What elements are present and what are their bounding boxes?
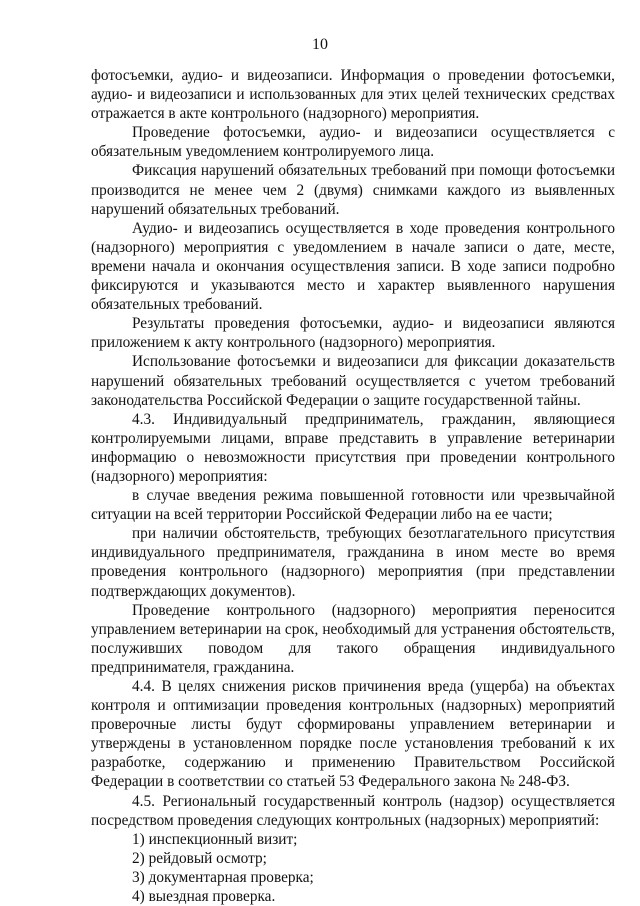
list-item: 4) выездная проверка. [132, 888, 276, 906]
body-text [91, 66, 615, 906]
paragraph-circumstances: при наличии обстоятельств, требующих безотлагательного присутствия индивидуального предпринимателя, гражданина в ином месте во время проведения контрольного (надзорного) мероприятия (при представлении подтверждающих документов). [91, 525, 615, 600]
paragraph-results: Результаты проведения фотосъемки, аудио- и видеозаписи являются приложением к акту контрольного (надзорного) мероприятия. [91, 315, 615, 352]
page-number: 10 [312, 36, 328, 53]
paragraph-postponement: Проведение контрольного (надзорного) мероприятия переносится управлением ветеринарии на срок, необходимый для устранения обстоятельств, послуживших поводом для такого обращения индивидуального предпринимателя, гражданина. [91, 601, 615, 676]
list-item: 2) рейдовый осмотр; [132, 849, 267, 867]
paragraph-4-5: 4.5. Региональный государственный контроль (надзор) осуществляется посредством проведения следующих контрольных (надзорных) мероприятий: [91, 792, 615, 829]
paragraph-state-secret: Использование фотосъемки и видеозаписи для фиксации доказательств нарушений обязательных требований осуществляется с учетом требований законодательства Российской Федерации о защите государственной тайны. [91, 353, 615, 409]
list-item: 1) инспекционный визит; [132, 830, 298, 848]
paragraph-photo-notice: Проведение фотосъемки, аудио- и видеозаписи осуществляется с обязательным уведомлением контролируемого лица. [91, 124, 615, 161]
paragraph-photo-fixation: Фиксация нарушений обязательных требований при помощи фотосъемки производится не менее чем 2 (двумя) снимками каждого из выявленных нарушений обязательных требований. [91, 162, 615, 218]
paragraph-4-4: 4.4. В целях снижения рисков причинения вреда (ущерба) на объектах контроля и оптимизации проведения контрольных (надзорных) мероприятий проверочные листы будут сформированы управлением ветеринарии и утверждены в установленном порядке после установления требований к их разработке, содержанию и применению Правительством Российской Федерации в соответствии со статьей 53 Федерального закона № 248-ФЗ. [91, 678, 615, 791]
paragraph-emergency: в случае введения режима повышенной готовности или чрезвычайной ситуации на всей территории Российской Федерации либо на ее части; [91, 487, 615, 524]
paragraph-audio-video: Аудио- и видеозапись осуществляется в ходе проведения контрольного (надзорного) мероприятия с уведомлением в начале записи о дате, месте, времени начала и окончания осуществления записи. В ходе записи подробно фиксируются и указываются место и характер выявленного нарушения обязательных требований. [91, 219, 615, 314]
paragraph-4-3: 4.3. Индивидуальный предприниматель, гражданин, являющиеся контролируемыми лицами, вправе представить в управление ветеринарии информацию о невозможности присутствия при проведении контрольного (надзорного) мероприятия: [91, 410, 615, 485]
list-item: 3) документарная проверка; [132, 868, 314, 886]
paragraph-continuation: фотосъемки, аудио- и видеозаписи. Информация о проведении фотосъемки, аудио- и видеозаписи и использованных для этих целей технических средствах отражается в акте контрольного (надзорного) мероприятия. [91, 67, 615, 123]
